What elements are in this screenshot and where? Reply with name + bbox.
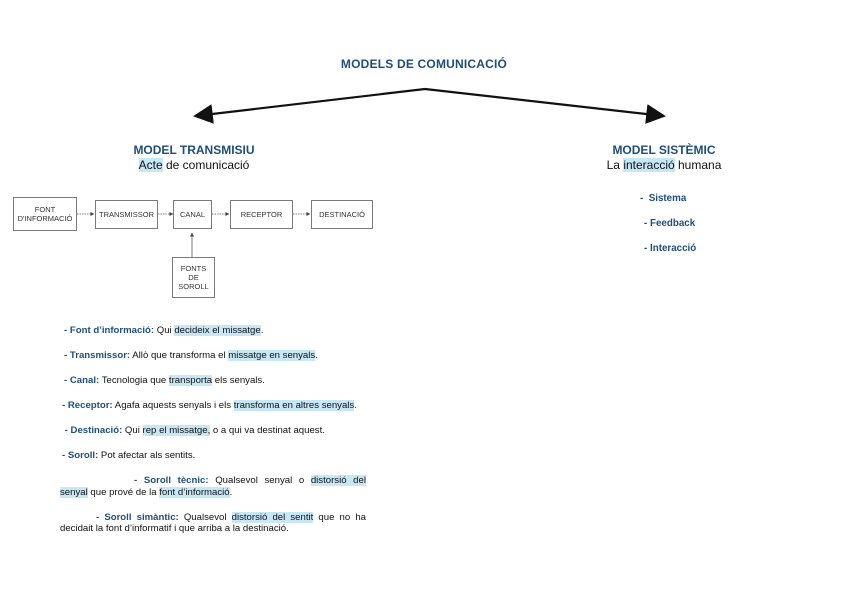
def-soroll: - Soroll: Pot afectar als sentits. [62,450,196,461]
sistemic-list [640,193,696,268]
def-soroll-tecnic: - Soroll tècnic: Qualsevol senyal o distorsió del senyal que prové de la font d’informació. [60,475,366,498]
model-sistemic-subtitle: La interacció humana [606,158,722,172]
box-transmissor: TRANSMISSOR [95,200,158,229]
box-receptor: RECEPTOR [230,200,293,229]
list-item: - Sistema [640,193,687,204]
arrow-right [425,89,664,116]
def-canal: - Canal: Tecnologia que transporta els senyals. [64,375,265,386]
list-item: - Feedback [644,218,696,229]
def-destinacio: - Destinació: Qui rep el missatge, o a qui va destinat aquest. [64,425,325,436]
def-font: - Font d’informació: Qui decideix el missatge. [64,325,264,336]
definitions [60,325,366,548]
box-destinacio: DESTINACIÓ [311,200,373,229]
arrow-left [195,89,425,116]
def-receptor: - Receptor: Agafa aquests senyals i els transforma en altres senyals. [62,400,357,411]
list-item: - Interacció [644,243,697,254]
def-soroll-group [60,450,366,535]
box-fonts-soroll: FONTS DE SOROLL [172,257,215,298]
model-sistemic-title: MODEL SISTÈMIC [612,143,716,157]
def-soroll-semantic: - Soroll simàntic: Qualsevol distorsió del sentit que no ha decidait la font d’informatif i que arriba a la destinació. [60,511,366,534]
model-transmissiu-subtitle: Acte de comunicació [138,158,250,172]
def-transmissor: - Transmissor: Allò que transforma el missatge en senyals. [64,350,318,361]
model-transmissiu-title: MODEL TRANSMISIU [133,143,255,157]
box-canal: CANAL [173,200,212,229]
box-font-informacio: FONT D'INFORMACIÓ [13,197,77,231]
page-title: MODELS DE COMUNICACIÓ [340,57,508,71]
